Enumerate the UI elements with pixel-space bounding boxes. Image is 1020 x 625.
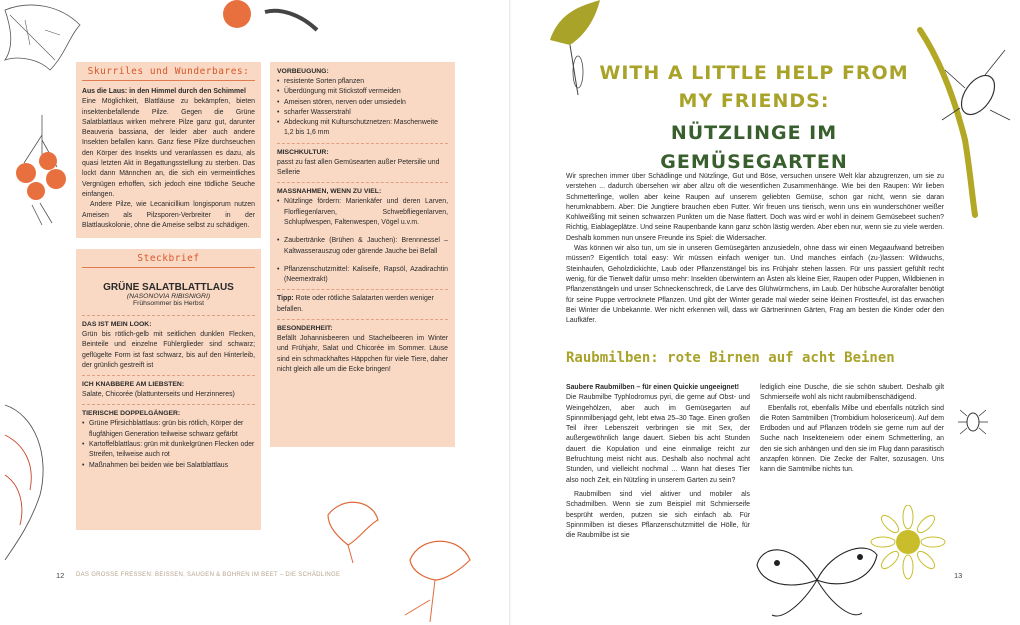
twins-list — [82, 419, 255, 470]
steckbrief-box — [76, 249, 261, 530]
skurriles-heading: Aus die Laus: in den Himmel durch den Schimmel — [82, 88, 246, 95]
flower-caterpillar-illustration — [205, 0, 325, 40]
divider — [277, 289, 448, 290]
list-item: • Abdeckung mit Kulturschutznetzen: Maschenweite 1,2 bis 1,6 mm — [277, 118, 448, 139]
flower-illustration-2 — [390, 530, 480, 625]
column-1 — [566, 383, 750, 541]
column-1-paragraph-1: Die Raubmilbe Typhlodromus pyri, die gerne auf Obst- und Weingehölzen, aber auch im Gemüsegarten auf Spinnmilbenjagd geht, lebt etwa 25–30 Tage. Einen großen Teil ihrer Lebenszeit verbringen sie mit Sex, der außergewöhnlich lange dauert. Sieben bis acht Stunden dauert die Kopulation und eine einmalige reicht zur Befruchtung meist nicht aus. Deshalb also nochmal acht Stunden, und vielleicht nochmal ... Wann hat dieses Tier also noch Zeit, ein Nützling in unserem Garten zu sein? — [566, 394, 750, 484]
list-item: • Maßnahmen bei beiden wie bei Salatblattlaus — [82, 461, 255, 471]
title-line-1: WITH A LITTLE HELP FROM — [599, 62, 909, 84]
too-many-list-2 — [277, 236, 448, 257]
butterfly-illustration — [752, 535, 882, 625]
page-gutter — [509, 0, 511, 625]
strawberry-leaf-illustration — [0, 395, 60, 565]
species-season: Frühsommer bis Herbst — [132, 300, 204, 307]
list-item: • resistente Sorten pflanzen — [277, 77, 448, 87]
too-many-label: MASSNAHMEN, WENN ZU VIEL: — [277, 188, 382, 196]
divider — [277, 319, 448, 320]
skurriles-box — [76, 62, 261, 238]
tip-label: Tipp: — [277, 295, 294, 303]
special-label: BESONDERHEIT: — [277, 325, 333, 333]
steckbrief-title: Steckbrief — [137, 253, 200, 264]
tip-text: Rote oder rötliche Salatarten werden weniger befallen. — [277, 295, 434, 313]
food-label: ICH KNABBERE AM LIEBSTEN: — [82, 381, 185, 389]
too-many-list — [277, 197, 448, 228]
list-item: • scharfer Wasserstrahl — [277, 108, 448, 118]
skurriles-paragraph-1: Eine Möglichkeit, Blattläuse zu bekämpfen, bieten insektenbefallende Pilze. Gegen die Grüne Salatblattlaus wirken mehrere Pilze ganz gut, darunter Beauveria bassiana, der leider aber auch andere Insekten befallen kann. Ganz fiese Pilze durchseuchen den Körper des Insekts und veranlassen es dazu, als quasi letzten Akt in Begattungsstellung zu sterben. Das lockt dann Männchen an, die sich ein vermeintliches Vergnügen erhoffen, sich jedoch eine tödliche Seuche einfangen. — [82, 98, 255, 198]
divider — [82, 267, 255, 268]
mite-illustration — [958, 400, 988, 440]
list-item: • Nützlinge fördern: Marienkäfer und deren Larven, Florfliegenlarven, Schwebfliegenlarven, Schlupfwespen, Faltenwespen, Vögel u.v.m. — [277, 197, 448, 228]
intro-text — [566, 172, 944, 326]
flower-illustration — [318, 495, 386, 565]
divider — [277, 182, 448, 183]
column-2-paragraph-2: Ebenfalls rot, ebenfalls Milbe und ebenfalls nützlich sind die Roten Samtmilben (Trombidium holosericeum). Auf dem Erdboden und auf Pflanzen trödeln sie gerne rum auf der Suche nach Insekteneiern oder einem Schmetterling, an den sie sich anhängen und den sie im Flug dann parasitisch anzapfen können. Die Zecke der Falter, sozusagen. Uns kann die Samtmilbe nichts tun. — [760, 404, 944, 474]
section-heading: Raubmilben: rote Birnen auf acht Beinen — [566, 350, 895, 366]
species-name: GRÜNE SALATBLATTLAUS — [103, 282, 234, 293]
title-line-3: NÜTZLINGE IM GEMÜSEGARTEN — [660, 122, 848, 173]
prevention-label: VORBEUGUNG: — [277, 68, 329, 75]
skurriles-title: Skurriles und Wunderbares: — [87, 66, 250, 77]
running-footer: DAS GROSSE FRESSEN: BEISSEN, SAUGEN & BOHREN IM BEET – DIE SCHÄDLINGE — [76, 572, 341, 578]
list-item: • Zaubertränke (Brühen & Jauchen): Brennnessel – Kaltwasserauszug oder gärende Jauche bei Befall — [277, 236, 448, 257]
food-text: Salate, Chicorée (blattunterseits und Herzinneres) — [82, 391, 235, 399]
special-text: Befällt Johannisbeeren und Stachelbeeren im Winter und Frühjahr, Salat und Chicorée im Sommer. Läuse sind ein schmackhaftes Häppchen für viele Tiere, daher nicht gleich alle um die Ecke bringen! — [277, 335, 448, 373]
mixculture-label: MISCHKULTUR: — [277, 148, 329, 156]
list-item: • Ameisen stören, nerven oder umsiedeln — [277, 98, 448, 108]
berries-illustration — [12, 115, 72, 230]
column-1-paragraph-2: Raubmilben sind viel aktiver und mobiler als Schadmilben. Wenn sie zum Beispiel mit Schmierseife besprüht werden, putzen sie sich einfach ab. Für Spinnmilben ist dieses Pflanzenschutzmittel die Hölle, für die Raubmilbe ist sie — [566, 490, 750, 540]
twins-label: TIERISCHE DOPPELGÄNGER: — [82, 410, 181, 418]
mixculture-text: passt zu fast allen Gemüsearten außer Petersilie und Sellerie — [277, 158, 440, 177]
species-latin: (NASONOVIA RIBISNIGRI) — [126, 293, 211, 300]
skurriles-paragraph-2: Andere Pilze, wie Lecanicillium longisporum nutzen Ameisen als Pilzsporen-Verbreiter in der Blattlauskolonie, ohne die Ameise selbst zu schädigen. — [82, 201, 255, 229]
too-many-list-3 — [277, 265, 448, 286]
divider — [82, 80, 255, 81]
divider — [277, 143, 448, 144]
column-2 — [760, 383, 944, 476]
look-label: DAS IST MEIN LOOK: — [82, 321, 152, 328]
page-number-right: 13 — [954, 571, 963, 580]
column-2-paragraph-1: lediglich eine Dusche, die sie schön säubert. Deshalb gilt Schmierseife wohl als nicht raubmilbenschädigend. — [760, 384, 944, 402]
daisy-illustration — [868, 505, 948, 580]
prevention-list — [277, 77, 448, 139]
divider — [82, 315, 255, 316]
list-item: • Grüne Pfirsichblattlaus: grün bis rötlich, Körper der flugfähigen Generation teilweise schwarz gefärbt — [82, 419, 255, 440]
list-item: • Kartoffelblattlaus: grün mit dunkelgrünen Flecken oder Streifen, teilweise auch rot — [82, 440, 255, 461]
divider — [82, 375, 255, 376]
list-item: • Pflanzenschutzmittel: Kaliseife, Rapsöl, Azadirachtin (Neemextrakt) — [277, 265, 448, 286]
intro-paragraph-1: Wir sprechen immer über Schädlinge und Nützlinge, Gut und Böse, versuchen unsere Welt klar abzugrenzen, um sie zu verstehen ... dadurch übersehen wir aber allzu oft die wesentlichen Zusammenhänge. Wie bei den Raupen: Wir lieben Schmetterlinge, wollen aber keine Raupen auf unserem geliebten Gemüse, schon gar nicht, wenn sie daran herumknabbern. Aber: Die Jungtiere brauchen eben Futter. Wir freuen uns tierisch, wenn uns ein wunderschöner weißer Kohlweißling mit seinen schwarzen Punkten um die Nase flattert. Doch was wird er wohl in deinem Gemüsebeet suchen? Richtig, Eiablageplätze. Und seine Raupenbande kann ganz schön lästig werden. Aber eben nur, wenn sie zu viele werden. Deshalb kommen nun unsere Freunde ins Spiel: die Widersacher. — [566, 173, 944, 242]
title-line-2: MY FRIENDS: — [678, 90, 830, 112]
divider — [82, 404, 255, 405]
intro-paragraph-2: Was können wir also tun, um sie in unseren Gemüsegärten anzusiedeln, ohne dass wir einen Megaaufwand betreiben müssen? Eigentlich total easy: Wir müssen einfach weniger tun. Und manches einfach (zu-)lassen: Wildwuchs, Steinhaufen, Geholzdickichte, Laub oder Pflanzenstängel bis ins Frühjahr stehen lassen. Für uns passiert gefühlt recht wenig, für die Tierwelt dafür umso mehr: Insekten überwintern an Ästen als kleine Eier, Raupen oder Puppen, Wildbienen in Pflanzenstängeln und unser Schneckenschreck, die Larve des Glühwürmchens, im Laub. Der hübsche Aurorafalter benötigt für seine Puppe vertrocknete Pflanzen. Und gibt der Winter gerade mal wieder seine kleinen Frostteufel, ist das erwachen Bei Winter die Unbekannte. Wer nicht erkennen will, dass wir Gärtnerinnen Gärten, Frag am besten die Kinder oder den Laufkäfer. — [566, 245, 944, 325]
look-text: Grün bis rötlich-gelb mit seitlichen dunklen Flecken, Beinteile und einzelne Fühlerglieder sind schwarz; geflügelte Form ist fast schwarz, bis auf den Hinterleib, der grünlich gestreift ist — [82, 331, 255, 369]
column-1-heading: Saubere Raubmilben – für einen Quickie ungeeignet! — [566, 384, 740, 391]
list-item: • Überdüngung mit Stickstoff vermeiden — [277, 87, 448, 97]
measures-box — [270, 62, 455, 447]
page-number-left: 12 — [56, 571, 65, 580]
